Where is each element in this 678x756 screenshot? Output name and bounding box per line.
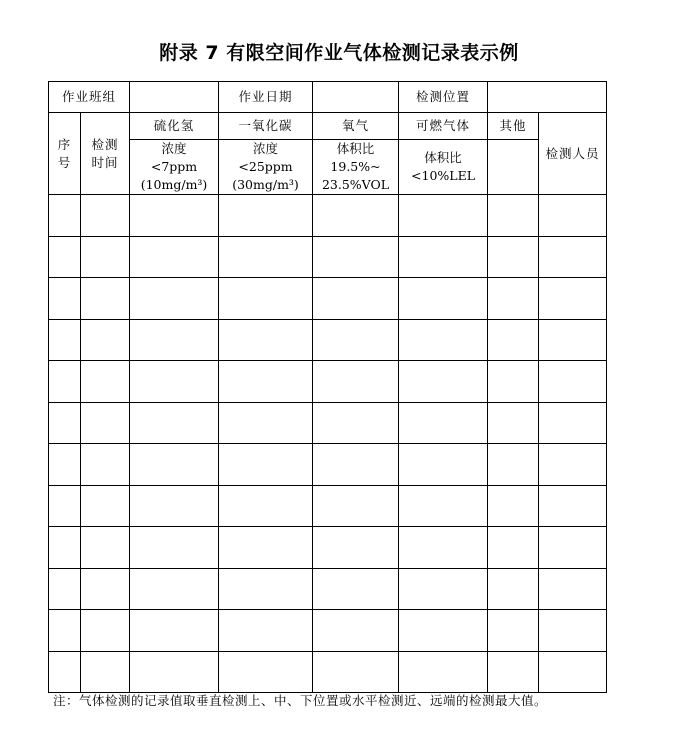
table-cell[interactable]	[81, 195, 130, 237]
table-cell[interactable]	[488, 195, 539, 237]
table-cell[interactable]	[219, 278, 313, 320]
table-cell[interactable]	[81, 319, 130, 361]
date-value-cell[interactable]	[313, 82, 399, 113]
o2-spec: 体积比 19.5%~ 23.5%VOL	[313, 140, 399, 195]
col-time-header: 检测 时间	[81, 113, 130, 195]
table-cell[interactable]	[130, 568, 219, 610]
table-cell[interactable]	[219, 610, 313, 652]
table-cell[interactable]	[49, 610, 81, 652]
table-cell[interactable]	[130, 527, 219, 569]
table-cell[interactable]	[539, 195, 607, 237]
table-row	[49, 319, 607, 361]
table-cell[interactable]	[49, 319, 81, 361]
table-cell[interactable]	[130, 651, 219, 693]
table-cell[interactable]	[49, 195, 81, 237]
table-cell[interactable]	[399, 568, 488, 610]
table-cell[interactable]	[539, 402, 607, 444]
table-cell[interactable]	[49, 651, 81, 693]
table-cell[interactable]	[49, 568, 81, 610]
table-cell[interactable]	[313, 651, 399, 693]
header-info-row	[49, 82, 607, 113]
table-cell[interactable]	[488, 444, 539, 486]
table-cell[interactable]	[488, 402, 539, 444]
col-seq-header: 序 号	[49, 113, 81, 195]
table-cell[interactable]	[81, 278, 130, 320]
col-inspector-header: 检测人员	[539, 113, 607, 195]
table-cell[interactable]	[539, 485, 607, 527]
table-cell[interactable]	[81, 610, 130, 652]
table-cell[interactable]	[81, 568, 130, 610]
table-cell[interactable]	[539, 527, 607, 569]
table-row	[49, 278, 607, 320]
table-cell[interactable]	[219, 444, 313, 486]
table-cell[interactable]	[539, 319, 607, 361]
table-cell[interactable]	[399, 236, 488, 278]
table-cell[interactable]	[399, 444, 488, 486]
table-cell[interactable]	[81, 651, 130, 693]
col-combustible-header: 可燃气体	[399, 113, 488, 140]
table-cell[interactable]	[49, 444, 81, 486]
table-cell[interactable]	[130, 236, 219, 278]
table-row	[49, 485, 607, 527]
table-cell[interactable]	[539, 236, 607, 278]
table-cell[interactable]	[399, 278, 488, 320]
table-row	[49, 361, 607, 403]
table-row	[49, 402, 607, 444]
table-cell[interactable]	[81, 527, 130, 569]
table-cell[interactable]	[81, 402, 130, 444]
table-cell[interactable]	[130, 444, 219, 486]
table-cell[interactable]	[130, 195, 219, 237]
table-cell[interactable]	[81, 485, 130, 527]
table-cell[interactable]	[219, 485, 313, 527]
table-row	[49, 444, 607, 486]
col-other-header: 其他	[488, 113, 539, 140]
table-cell[interactable]	[219, 527, 313, 569]
table-cell[interactable]	[399, 195, 488, 237]
table-cell[interactable]	[313, 278, 399, 320]
table-cell[interactable]	[130, 361, 219, 403]
table-cell[interactable]	[313, 195, 399, 237]
table-cell[interactable]	[313, 568, 399, 610]
table-cell[interactable]	[219, 236, 313, 278]
gas-name-row	[49, 113, 607, 140]
other-spec-cell	[488, 140, 539, 195]
date-label: 作业日期	[219, 82, 313, 113]
table-cell[interactable]	[81, 361, 130, 403]
footnote: 注：气体检测的记录值取垂直检测上、中、下位置或水平检测近、远端的检测最大值。	[53, 693, 548, 708]
table-cell[interactable]	[539, 568, 607, 610]
table-cell[interactable]	[488, 610, 539, 652]
table-row	[49, 610, 607, 652]
table-cell[interactable]	[313, 319, 399, 361]
table-row	[49, 527, 607, 569]
table-cell[interactable]	[399, 319, 488, 361]
table-cell[interactable]	[313, 610, 399, 652]
table-cell[interactable]	[49, 361, 81, 403]
table-cell[interactable]	[219, 319, 313, 361]
table-cell[interactable]	[130, 610, 219, 652]
h2s-spec: 浓度 <7ppm (10mg/m³)	[130, 140, 219, 195]
table-row	[49, 195, 607, 237]
table-row	[49, 236, 607, 278]
table-cell[interactable]	[219, 568, 313, 610]
table-cell[interactable]	[399, 527, 488, 569]
table-cell[interactable]	[399, 485, 488, 527]
table-cell[interactable]	[49, 402, 81, 444]
co-spec: 浓度 <25ppm (30mg/m³)	[219, 140, 313, 195]
location-value-cell[interactable]	[488, 82, 607, 113]
table-cell[interactable]	[539, 444, 607, 486]
table-cell[interactable]	[81, 444, 130, 486]
page-title: 附录 7 有限空间作业气体检测记录表示例	[159, 42, 519, 64]
location-label: 检测位置	[399, 82, 488, 113]
col-h2s-header: 硫化氢	[130, 113, 219, 140]
table-cell[interactable]	[539, 278, 607, 320]
table-cell[interactable]	[399, 651, 488, 693]
combustible-spec: 体积比 <10%LEL	[399, 140, 488, 195]
table-cell[interactable]	[488, 651, 539, 693]
table-cell[interactable]	[488, 319, 539, 361]
table-cell[interactable]	[488, 485, 539, 527]
table-cell[interactable]	[313, 527, 399, 569]
table-cell[interactable]	[488, 278, 539, 320]
table-cell[interactable]	[313, 361, 399, 403]
table-cell[interactable]	[219, 195, 313, 237]
table-cell[interactable]	[130, 278, 219, 320]
table-row	[49, 651, 607, 693]
col-co-header: 一氧化碳	[219, 113, 313, 140]
table-cell[interactable]	[313, 485, 399, 527]
table-cell[interactable]	[130, 319, 219, 361]
table-cell[interactable]	[219, 402, 313, 444]
table-cell[interactable]	[49, 527, 81, 569]
table-cell[interactable]	[219, 651, 313, 693]
table-cell[interactable]	[49, 485, 81, 527]
table-cell[interactable]	[313, 236, 399, 278]
col-o2-header: 氧气	[313, 113, 399, 140]
table-cell[interactable]	[539, 361, 607, 403]
team-value-cell[interactable]	[130, 82, 219, 113]
table-cell[interactable]	[539, 651, 607, 693]
table-cell[interactable]	[488, 236, 539, 278]
table-row	[49, 568, 607, 610]
spec-row	[49, 140, 607, 195]
table-cell[interactable]	[399, 610, 488, 652]
table-cell[interactable]	[488, 527, 539, 569]
table-cell[interactable]	[313, 402, 399, 444]
table-cell[interactable]	[399, 402, 488, 444]
team-label: 作业班组	[49, 82, 130, 113]
table-cell[interactable]	[49, 278, 81, 320]
table-cell[interactable]	[488, 361, 539, 403]
gas-detection-record-table	[48, 81, 607, 693]
table-cell[interactable]	[539, 610, 607, 652]
table-cell[interactable]	[49, 236, 81, 278]
table-cell[interactable]	[313, 444, 399, 486]
table-cell[interactable]	[130, 485, 219, 527]
table-cell[interactable]	[399, 361, 488, 403]
table-cell[interactable]	[130, 402, 219, 444]
table-cell[interactable]	[81, 236, 130, 278]
table-cell[interactable]	[488, 568, 539, 610]
table-cell[interactable]	[219, 361, 313, 403]
